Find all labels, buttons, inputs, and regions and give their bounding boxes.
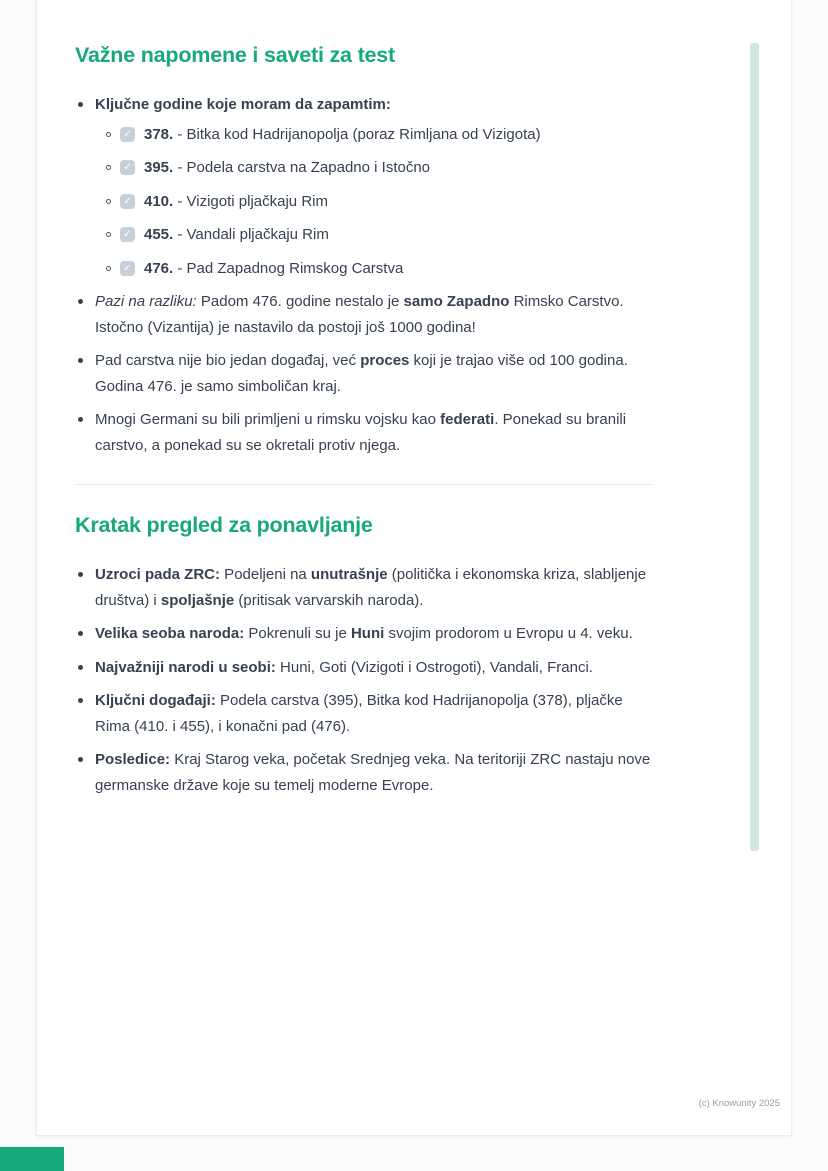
text-run: Podela carstva (395), Bitka kod Hadrijanopolja (378), pljačke Rima (410. i 455), i konačni pad (476). (95, 692, 623, 735)
task-item (106, 189, 653, 215)
text-run: 476. (144, 259, 174, 277)
text-run: (pritisak varvarskih naroda). (234, 591, 424, 609)
section-review (75, 513, 653, 798)
task-list (106, 122, 653, 282)
bullet-item (75, 348, 653, 399)
bullet-text (95, 352, 628, 395)
checkbox-checked-icon[interactable]: ✓ (120, 160, 135, 175)
text-run: koji je trajao više od 100 godina. Godina 476. je samo simboličan kraj. (95, 352, 628, 395)
page-content (75, 43, 653, 806)
text-run: unutrašnje (310, 566, 388, 583)
bullet-text (95, 625, 633, 642)
bullet-text (95, 96, 391, 113)
task-text (144, 256, 403, 282)
task-item (106, 256, 653, 282)
bullet-item (75, 655, 653, 681)
task-text (144, 155, 430, 181)
text-run: 378. (144, 125, 174, 143)
bullet-dot-icon (78, 299, 83, 304)
text-run: samo Zapadno (403, 293, 510, 310)
text-run: 395. (144, 159, 174, 176)
text-run: 455. (144, 226, 174, 243)
text-run: svojim prodorom u Evropu u 4. veku. (384, 625, 633, 642)
bullet-list (75, 92, 653, 458)
text-run: Rimsko Carstvo. Istočno (Vizantija) je nastavilo da postoji još 1000 godina! (95, 293, 624, 336)
copyright-text: (c) Knowunity 2025 (698, 1098, 780, 1109)
bullet-dot-icon (78, 757, 83, 762)
bullet-text (95, 692, 623, 735)
text-run: 410. (144, 192, 174, 210)
bullet-item (75, 92, 653, 281)
text-run: - Vizigoti pljačkaju Rim (173, 192, 328, 210)
task-item (106, 222, 653, 248)
circle-bullet-icon (106, 165, 111, 170)
text-run: Uzroci pada ZRC: (95, 566, 221, 583)
circle-bullet-icon (106, 232, 111, 237)
circle-bullet-icon (106, 199, 111, 204)
bullet-text (95, 659, 593, 676)
text-run: Posledice: (95, 751, 171, 768)
vertical-accent-bar (750, 43, 759, 851)
text-run: Huni, Goti (Vizigoti i Ostrogoti), Vandali, Franci. (275, 658, 593, 676)
text-run: Podeljeni na (220, 566, 311, 583)
bullet-item (75, 289, 653, 340)
text-run: Pokrenuli su je (244, 625, 351, 642)
task-item (106, 155, 653, 181)
text-run: Huni (350, 625, 385, 642)
bullet-dot-icon (78, 417, 83, 422)
bullet-dot-icon (78, 665, 83, 670)
checkbox-checked-icon[interactable]: ✓ (120, 127, 135, 142)
text-run: - Podela carstva na Zapadno i Istočno (173, 159, 431, 176)
text-run: Najvažniji narodi u seobi: (95, 658, 276, 676)
circle-bullet-icon (106, 132, 111, 137)
text-run: - Pad Zapadnog Rimskog Carstva (173, 259, 404, 277)
bullet-dot-icon (78, 102, 83, 107)
text-run: (politička i ekonomska kriza, slabljenje društva) i (95, 566, 647, 609)
text-run: Pad carstva nije bio jedan događaj, već (95, 352, 361, 369)
bullet-dot-icon (78, 358, 83, 363)
bullet-dot-icon (78, 698, 83, 703)
bullet-item (75, 621, 653, 647)
text-run: Ključne godine koje moram da zapamtim: (95, 96, 391, 113)
bullet-text (95, 751, 650, 794)
text-run: spoljašnje (160, 591, 235, 609)
bullet-dot-icon (78, 631, 83, 636)
task-text (144, 122, 541, 148)
text-run: Pazi na razliku: (95, 293, 197, 310)
text-run: Padom 476. godine nestalo je (196, 293, 404, 310)
text-run: Velika seoba naroda: (95, 625, 245, 642)
bullet-item (75, 747, 653, 798)
task-text (144, 189, 328, 215)
checkbox-checked-icon[interactable]: ✓ (120, 194, 135, 209)
text-run: Kraj Starog veka, početak Srednjeg veka. Na teritoriji ZRC nastaju nove germanske države koje su temelj moderne Evrope. (95, 751, 651, 794)
task-text (144, 222, 329, 248)
section-important-notes (75, 43, 653, 458)
bullet-item (75, 407, 653, 458)
text-run: Mnogi Germani su bili primljeni u rimsku vojsku kao (95, 411, 441, 428)
text-run: Ključni događaji: (95, 692, 216, 709)
bullet-item (75, 562, 653, 613)
bullet-item (75, 688, 653, 739)
bullet-list (75, 562, 653, 798)
section-title-review: Kratak pregled za ponavljanje (75, 513, 373, 537)
checkbox-checked-icon[interactable]: ✓ (120, 261, 135, 276)
section-divider (75, 484, 653, 485)
bullet-dot-icon (78, 572, 83, 577)
task-item (106, 122, 653, 148)
text-run: - Bitka kod Hadrijanopolja (poraz Rimljana od Vizigota) (173, 125, 541, 143)
bullet-text (95, 411, 626, 454)
circle-bullet-icon (106, 266, 111, 271)
text-run: federati (440, 411, 495, 428)
text-run: - Vandali pljačkaju Rim (173, 226, 329, 243)
section-title-important-notes: Važne napomene i saveti za test (75, 43, 396, 67)
document-page (36, 0, 792, 1136)
next-page-accent (0, 1147, 64, 1171)
text-run: proces (360, 352, 410, 369)
checkbox-checked-icon[interactable]: ✓ (120, 227, 135, 242)
bullet-text (95, 293, 624, 336)
text-run: . Ponekad su branili carstvo, a ponekad su se okretali protiv njega. (95, 411, 627, 454)
bullet-text (95, 566, 646, 609)
